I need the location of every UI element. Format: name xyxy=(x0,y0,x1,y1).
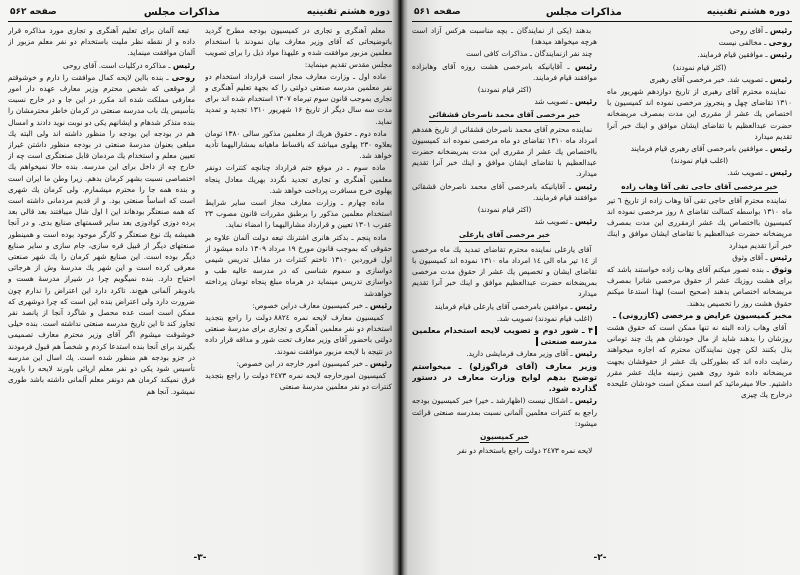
speaker-separator: ـ xyxy=(163,72,172,82)
speaker-name: رئیس xyxy=(769,50,792,60)
speech-paragraph xyxy=(607,25,792,36)
speech-paragraph xyxy=(8,60,195,71)
speaker-separator: ـ xyxy=(761,38,769,48)
body-paragraph: نماینده محترم آقای حاجی تقی آقا وهاب زاده از تاریخ ٦ تیر ماه ۱۳۱۰ بواسطه کسالت تقاضای ۸ روز مرخصی نموده اند کمیسیون بااختصاص یك عشر ازمقرری این مدت بمصرف مریضخانه حضرت عبدالعظیم با تقاضای ایشان موافق و اینك خبر آنرا تقدیم میدارد xyxy=(607,195,792,250)
speech-paragraph xyxy=(205,358,392,369)
speaker-name: رئیس xyxy=(369,358,392,368)
speech-text: آقای وثوق xyxy=(732,252,764,262)
speaker-separator: ـ xyxy=(166,60,173,70)
body-paragraph: کمیسیون معارف لایحه نمره ۸۸۲٤ دولت را راجع بتجدید استخدام دو نفر معلمین آهنگری و تجاری برای مدرسهٔ صنعتی دولتی باحضور آقای وزیر معارف تحت شور و مداقه قرار داده در نتیجه با لایحه مزبور موافقت نمودند. xyxy=(205,313,392,356)
body-paragraph: معلم آهنگری و تجاری در کمیسیون بودجه مطرح گردید باتوضیحاتی که آقای وزیر معارف بیان نمودند با استخدام معلمین مزبور موافقت شده و علیهذا مواد ذیل را برای تصویب مجلس مقدس تقدیم مینماید: xyxy=(205,26,392,69)
speech-paragraph xyxy=(607,167,792,178)
body-paragraph: (اغلب قیام نمودند) تصویب شد. xyxy=(496,313,597,323)
speaker-separator: ـ xyxy=(763,168,770,178)
speech-text: خبر کمیسیون معارف دراین خصوص: xyxy=(252,300,364,310)
body-paragraph: کمیسیون امورخارجه لایحه نمره ۲٤۷۳ دولت را راجع بتجدید کنترات دو نفر معلمین مدرسهٔ صنعتی xyxy=(205,371,392,392)
body-paragraph: تبعه آلمان برای تعلیم آهنگری و تجاری مورد مذاکره قرار داده و از نقطه نظر ملیت باستخدام دو نفر معلم مزبور از آلمان موافقت مینماید. xyxy=(8,26,195,58)
speech-paragraph xyxy=(412,96,597,107)
speech-paragraph xyxy=(607,37,792,48)
body-paragraph: ماده دوم ـ حقوق هریك از معلمین مذکور سالی ۱۳۸۰ تومان بعلاوه ۲۳۰ پهلوی میباشد که باقساط ماهیانه بمشارالیهما تأدیه خواهد شد. xyxy=(205,128,392,161)
session-label: دوره هشتم تقنینیه xyxy=(706,7,790,17)
bold-paragraph: مخبر کمیسیون عرایض و مرخصی (کازرونی) ـ xyxy=(613,310,792,320)
agenda-item-heading xyxy=(412,325,597,347)
body-paragraph: ماده اول ـ وزارت معارف مجاز است قرارداد استخدام دو نفر معلمین مدرسه صنعتی دولتی را که بجهة تعلیم آهنگری و تجاری بموجب قانون سوم تیرماه ۱۳۰۷ استخدام شده اند برای مدت سه سال دیگر از تاریخ ۱۶ شهریور ۱۳۱۰ تجدید و تمدید نماید. xyxy=(205,71,392,126)
body-paragraph: ماده سوم ـ در موقع ختم قرارداد چنانچه کنترات دونفر معلمین آهنگری و تجاری تجدید نگردد بهریك معادل پنجاه پهلوی خرج مسافرت پرداخت خواهد شد. xyxy=(205,163,392,195)
speaker-name: رئیس xyxy=(574,349,597,359)
speech-paragraph xyxy=(412,181,597,203)
right-page-columns xyxy=(412,25,792,540)
speaker-name: رئیس xyxy=(769,252,792,262)
speech-paragraph xyxy=(412,216,597,227)
speaker-separator: ـ xyxy=(568,97,575,107)
speech-paragraph xyxy=(412,61,597,83)
speaker-separator: ـ xyxy=(567,396,575,406)
speaker-name: روحی xyxy=(171,72,195,82)
speech-paragraph xyxy=(607,49,792,60)
speech-paragraph xyxy=(607,74,792,85)
speech-text: بنده تصور میکنم آقای وهاب زاده خواستند باشد که برای هشت روزیك عشر از حقوق مرخصی شانرا بمصرف مریضخانه اختصاص بدهند (صحیح است) لهذا استدعا میکنم حقوق هشت روز را تخصیص بدهند. xyxy=(607,265,792,308)
speech-text: تصویب شد. خبر مرخصی آقای رهبری xyxy=(649,74,764,84)
right-page-header xyxy=(412,4,792,22)
speech-text: مخالفی نیست xyxy=(718,38,762,48)
vote-result: (اکثر قیام نمودند) xyxy=(477,85,532,95)
speaker-separator: ـ xyxy=(763,50,770,60)
speech-text: موافقین بامرخصی آقای رهبری قیام فرمایند xyxy=(630,144,764,154)
section-heading-text: خبر کمیسیون xyxy=(480,431,529,443)
folio-number: -۲- xyxy=(593,553,607,563)
speaker-separator: ـ xyxy=(763,74,770,84)
book-gutter xyxy=(398,0,404,575)
speech-paragraph xyxy=(607,252,792,263)
speaker-name: رئیس xyxy=(574,301,597,311)
speaker-name: رئیس xyxy=(574,97,597,107)
speaker-name: رئیس xyxy=(574,396,597,406)
speech-paragraph xyxy=(205,300,392,311)
vote-result: (اکثر قیام نمودند) xyxy=(672,62,727,72)
speech-text: موافقین بامرخصی آقای یارعلی قیام فرمایند xyxy=(434,301,569,311)
speech-paragraph xyxy=(412,301,597,312)
section-heading-text: خبر مرخصی آقای حاجی تقی آقا وهاب زاده xyxy=(621,181,778,193)
speech-text: آقایانیکه بامرخصی آقای محمد ناصرخان قشقائی موافقند قیام فرمایند. xyxy=(412,181,597,202)
speaker-name: رئیس xyxy=(769,144,792,154)
section-heading-text: خبر مرخصی آقای محمد ناصرخان قشقائی xyxy=(429,109,581,121)
session-label: دوره هشتم تقنینیه xyxy=(306,7,390,17)
body-paragraph: آقای یارعلی نماینده محترم تقاضای تمدید یك ماه مرخصی از ۱٤ تیر ماه الی ۱٤ امرداد ماه ۱۳۱۰ نموده اند کمیسیون با تقاضای ایشان و تخصیص یك عشر از حقوق مدت مرخصی بمریضخانه حضرت عبدالعظیم موافق و اینك خبر آنرا تقدیم میدارد xyxy=(412,244,597,299)
speaker-separator: ـ xyxy=(763,26,770,35)
speaker-name: رئیس xyxy=(769,26,792,35)
body-paragraph: ماده چهارم ـ وزارت معارف مجاز است سایر شرایط استخدام معلمین مذکور را برطبق مقررات قانون مصوب ۲۳ عقرب ۱۳۰۱ تعیین و قرارداد مشارالیهما را امضاء نماید. xyxy=(205,198,392,230)
left-page-right-column xyxy=(205,25,392,540)
speech-paragraph xyxy=(412,395,597,429)
speech-paragraph xyxy=(412,348,597,359)
speaker-name: رئیس xyxy=(172,60,195,70)
right-page-left-column xyxy=(412,25,597,540)
speaker-separator: ـ xyxy=(568,217,575,227)
vote-result: (اغلب قیام نمودند) xyxy=(670,156,729,166)
speaker-separator: ـ xyxy=(763,252,770,262)
body-paragraph: بدهند (یکی از نمایندگان ـ بچه مناسبت هرکس آزاد است هرچه میخواهد میدهد) xyxy=(412,26,597,47)
speaker-name: روحی xyxy=(768,38,792,48)
speech-paragraph xyxy=(607,143,792,154)
speech-text: تصویب شد xyxy=(534,217,569,227)
body-paragraph: نماینده محترم آقای محمد ناصرخان قشقائی از تاریخ هفدهم امرداد ماه ۱۳۱۰ تقاضای دو ماه مرخصی نموده اند کمیسیون بااختصاص یك عشر از مقرری این مدت بمریضخانه حضرت عبدالعظیم با تقاضای ایشان موافق و اینك خبر آنرا تقدیم میدارد. xyxy=(412,124,597,179)
speech-paragraph xyxy=(607,264,792,309)
vote-result: (اکثر قیام نمودند) xyxy=(477,205,532,215)
body-paragraph: لایحه نمره ۲٤۷۳ دولت راجع باستخدام دو نفر xyxy=(457,446,597,456)
speech-text: بنده بااین لایحه کمال موافقت را دارم و خوشوقتم از موقعی که شخص محترم وزیر معارف عهده دار امور معارفی مملکت شده اند مکرر در این جا و در خارج نسبت بتأسیس یك باب مدرسه صنعتی در کرمان خاطر محترمشان را بنده متذکر شدهام و ایشانهم یکی دو نوبت نوید دادند و امسال هم در بودجه این بودجه را منظور داشته اند ولی البته یك مبلغی بعنوان مدرسهٔ صنعتی در بودجه منظور داشتن غیراز تعیین معلم و استخدام یك مردمان قابل صنعتگری است چه از خارج چه از داخل برای این مدرسه. بنده حالا نمیخواهم یك اختصاصی نسبت بشهر کرمان بدهم. زیرا وطن ما ایران است و بنده همه جا را محترم میشمارم. ولی کرمان یك شهری است که اساساً صنعتی بود. و از قدیم مردمانی داشته است که همه صنعتگر بودهاند این ا اول شال میبافتند بعد قالی بعد پرده دوزی کوادوزی بعد سایر قسمتهای صنایع بدی. و در آنجا همیشه یك نوع صنعتگر و کارگر موجود بوده است و همینطور صنعتهای دیگر از قبیل قره سازی، جام سازی و سایر صنایع دیگر بوده است. این صنایع شهر کرمان را یك شهر صنعتی معرفی کرده است و این شهر یك مدرسهٔ وش از هرجائی احتیاج دارد. بنده نمیگویم چرا در شیراز مدرسهٔ هست و بادوبقر آلمانی هیچ‌ند. تاکرد دارد این اعتراض را ندارم چون ضرورت دارد ولی اعتراض بنده این است که چرا دوشهری که ممکن است است عده محصل و شاگرد آنجا از پانصد نفر تجاوز کند تا این تاریخ مدرسه صنعتی نداشته است. بنده خیلی خوشوقت میشوم اگر آقای وزیر محترم معارف تصمیمی بگیرند برای آنجا بنده استدعا کردم و شخصاً هم قبول فرمودند در جزو بودجه هم منظور شده است. یك‌ اسال این مدرسه تأسیس شود یکی دو نفر معلم ارپائی باورند لایحه را باورید فرق نمیکند کرمان هم دونفر معلم آلمانی داشته باشد طوری نمیشود. آنجا هم xyxy=(8,72,195,396)
speaker-separator: ـ xyxy=(562,61,575,71)
body-paragraph: ماده پنجم ـ بدکتر هانری اشترنك تبعه دولت آلمان علاوه بر حقوقی که بموجب قانون مورخ ۱۹ مرداد ۱۳۰۹ داده میشود از اول فروردین ۱۳۱۰ تاختم کنترات در مقابل تدریس شیمی دواسازی و سموم شناسی که در مدرسه عالیه طب و دواسازی تدریس مینماید در هرماه مبلغ پنجاه تومان پرداخته خواهدشد xyxy=(205,232,392,298)
speaker-name: رئیس xyxy=(574,61,597,71)
section-heading-text: خبر مرخصی آقای یارعلی xyxy=(459,229,550,241)
speaker-name: رئیس xyxy=(769,74,792,84)
speaker-name: رئیس xyxy=(769,168,792,178)
speech-text: آقای روحی xyxy=(729,26,764,35)
speaker-separator: ـ xyxy=(363,300,370,310)
body-paragraph: آقای وهاب زاده البته نه تنها ممکن است که حقوق هشت روزشان را بدهند شاید از مال خودشان هم یك چند تومانی بذل بکنند لکن چون نمایندگان محترم که اجازه میخواهند رضایت داده اند که بطورکلی یك عشر از حقوقشان بجهت مریضخانه داده شود روی همین زمینه مایك عشر مقرر داشتیم. حالا میفرمائید کم است ممکن است خودشان علیحده درخارج یك چیزی xyxy=(607,323,792,400)
speaker-separator: ـ xyxy=(568,349,575,359)
page-number-label: صفحه ۵۶۲ xyxy=(10,7,57,17)
speaker-separator: ـ xyxy=(763,144,770,154)
speaker-separator: ـ xyxy=(568,301,575,311)
speaker-separator: ـ xyxy=(363,358,370,368)
left-page-columns xyxy=(8,25,392,540)
speech-text: تصویب شد xyxy=(534,97,569,107)
speaker-name: رئیس xyxy=(574,181,597,191)
right-page xyxy=(400,0,800,575)
speech-paragraph xyxy=(8,72,195,397)
left-page-header xyxy=(8,4,392,22)
speech-text: آقای وزیر معارف فرمایشی دارید. xyxy=(466,349,569,359)
speech-text: آقایانیکه بامرخصی هشت روزه آقای وهابزاده موافقند قیام فرمایند. xyxy=(412,61,597,82)
speaker-name: وثوق xyxy=(771,265,792,275)
speaker-separator: ـ xyxy=(565,181,575,191)
right-page-right-column xyxy=(607,25,792,540)
body-paragraph: نماینده محترم آقای رهبری از تاریخ دوازدهم شهریور ماه ۱۳۱۰ تقاضای چهل و پنجروز مرخصی نموده اند کمیسیون با اختصاص یك عشر از مقرری این مدت بمصرف مریضخانه حضرت عبدالعظیم با تقاضای ایشان موافق و اینك خبر آنرا تقدیم میدارد xyxy=(607,87,792,141)
folio-number: -۳- xyxy=(193,553,207,563)
speaker-separator: ـ xyxy=(763,265,772,275)
section-heading xyxy=(412,228,597,242)
section-heading xyxy=(412,108,597,122)
speech-text: تصویب شد. xyxy=(727,168,764,178)
section-heading xyxy=(607,180,792,194)
page-number-label: صفحه ۵۶۱ xyxy=(414,7,461,17)
speaker-name: رئیس xyxy=(369,300,392,310)
publication-title: مذاکرات مجلس xyxy=(545,6,622,18)
left-page-left-column xyxy=(8,25,195,540)
bold-paragraph: وزیر معارف (آقای قراگوزلو) ـ میخواستم توضیح بدهم لوایح وزارت معارف در دستور گذارده شود. xyxy=(412,361,597,394)
speaker-name: رئیس xyxy=(574,217,597,227)
body-paragraph: چند نفر ازنمایندگان ـ مذاکرات کافی است xyxy=(466,49,597,59)
speech-text: موافقین قیام فرمایند. xyxy=(697,50,764,60)
agenda-item-text: ۴ ـ شور دوم و تصویب لایحه استخدام معلمین مدرسه صنعتی xyxy=(412,326,597,347)
speech-text: خبر کمیسیون امور خارجه در این خصوص: xyxy=(236,358,364,368)
speech-text: اشکال نیست (اظهارشد ـ خیر) خبر کمیسیون بودجه راجع به کنترات معلمین آلمانی نسبت بمدرسه صنعتی قرائت میشود: xyxy=(412,396,597,428)
section-heading xyxy=(412,430,597,444)
publication-title: مذاکرات مجلس xyxy=(143,6,220,18)
speech-text: مذاکره درکلیات است. آقای روحی xyxy=(62,60,167,70)
